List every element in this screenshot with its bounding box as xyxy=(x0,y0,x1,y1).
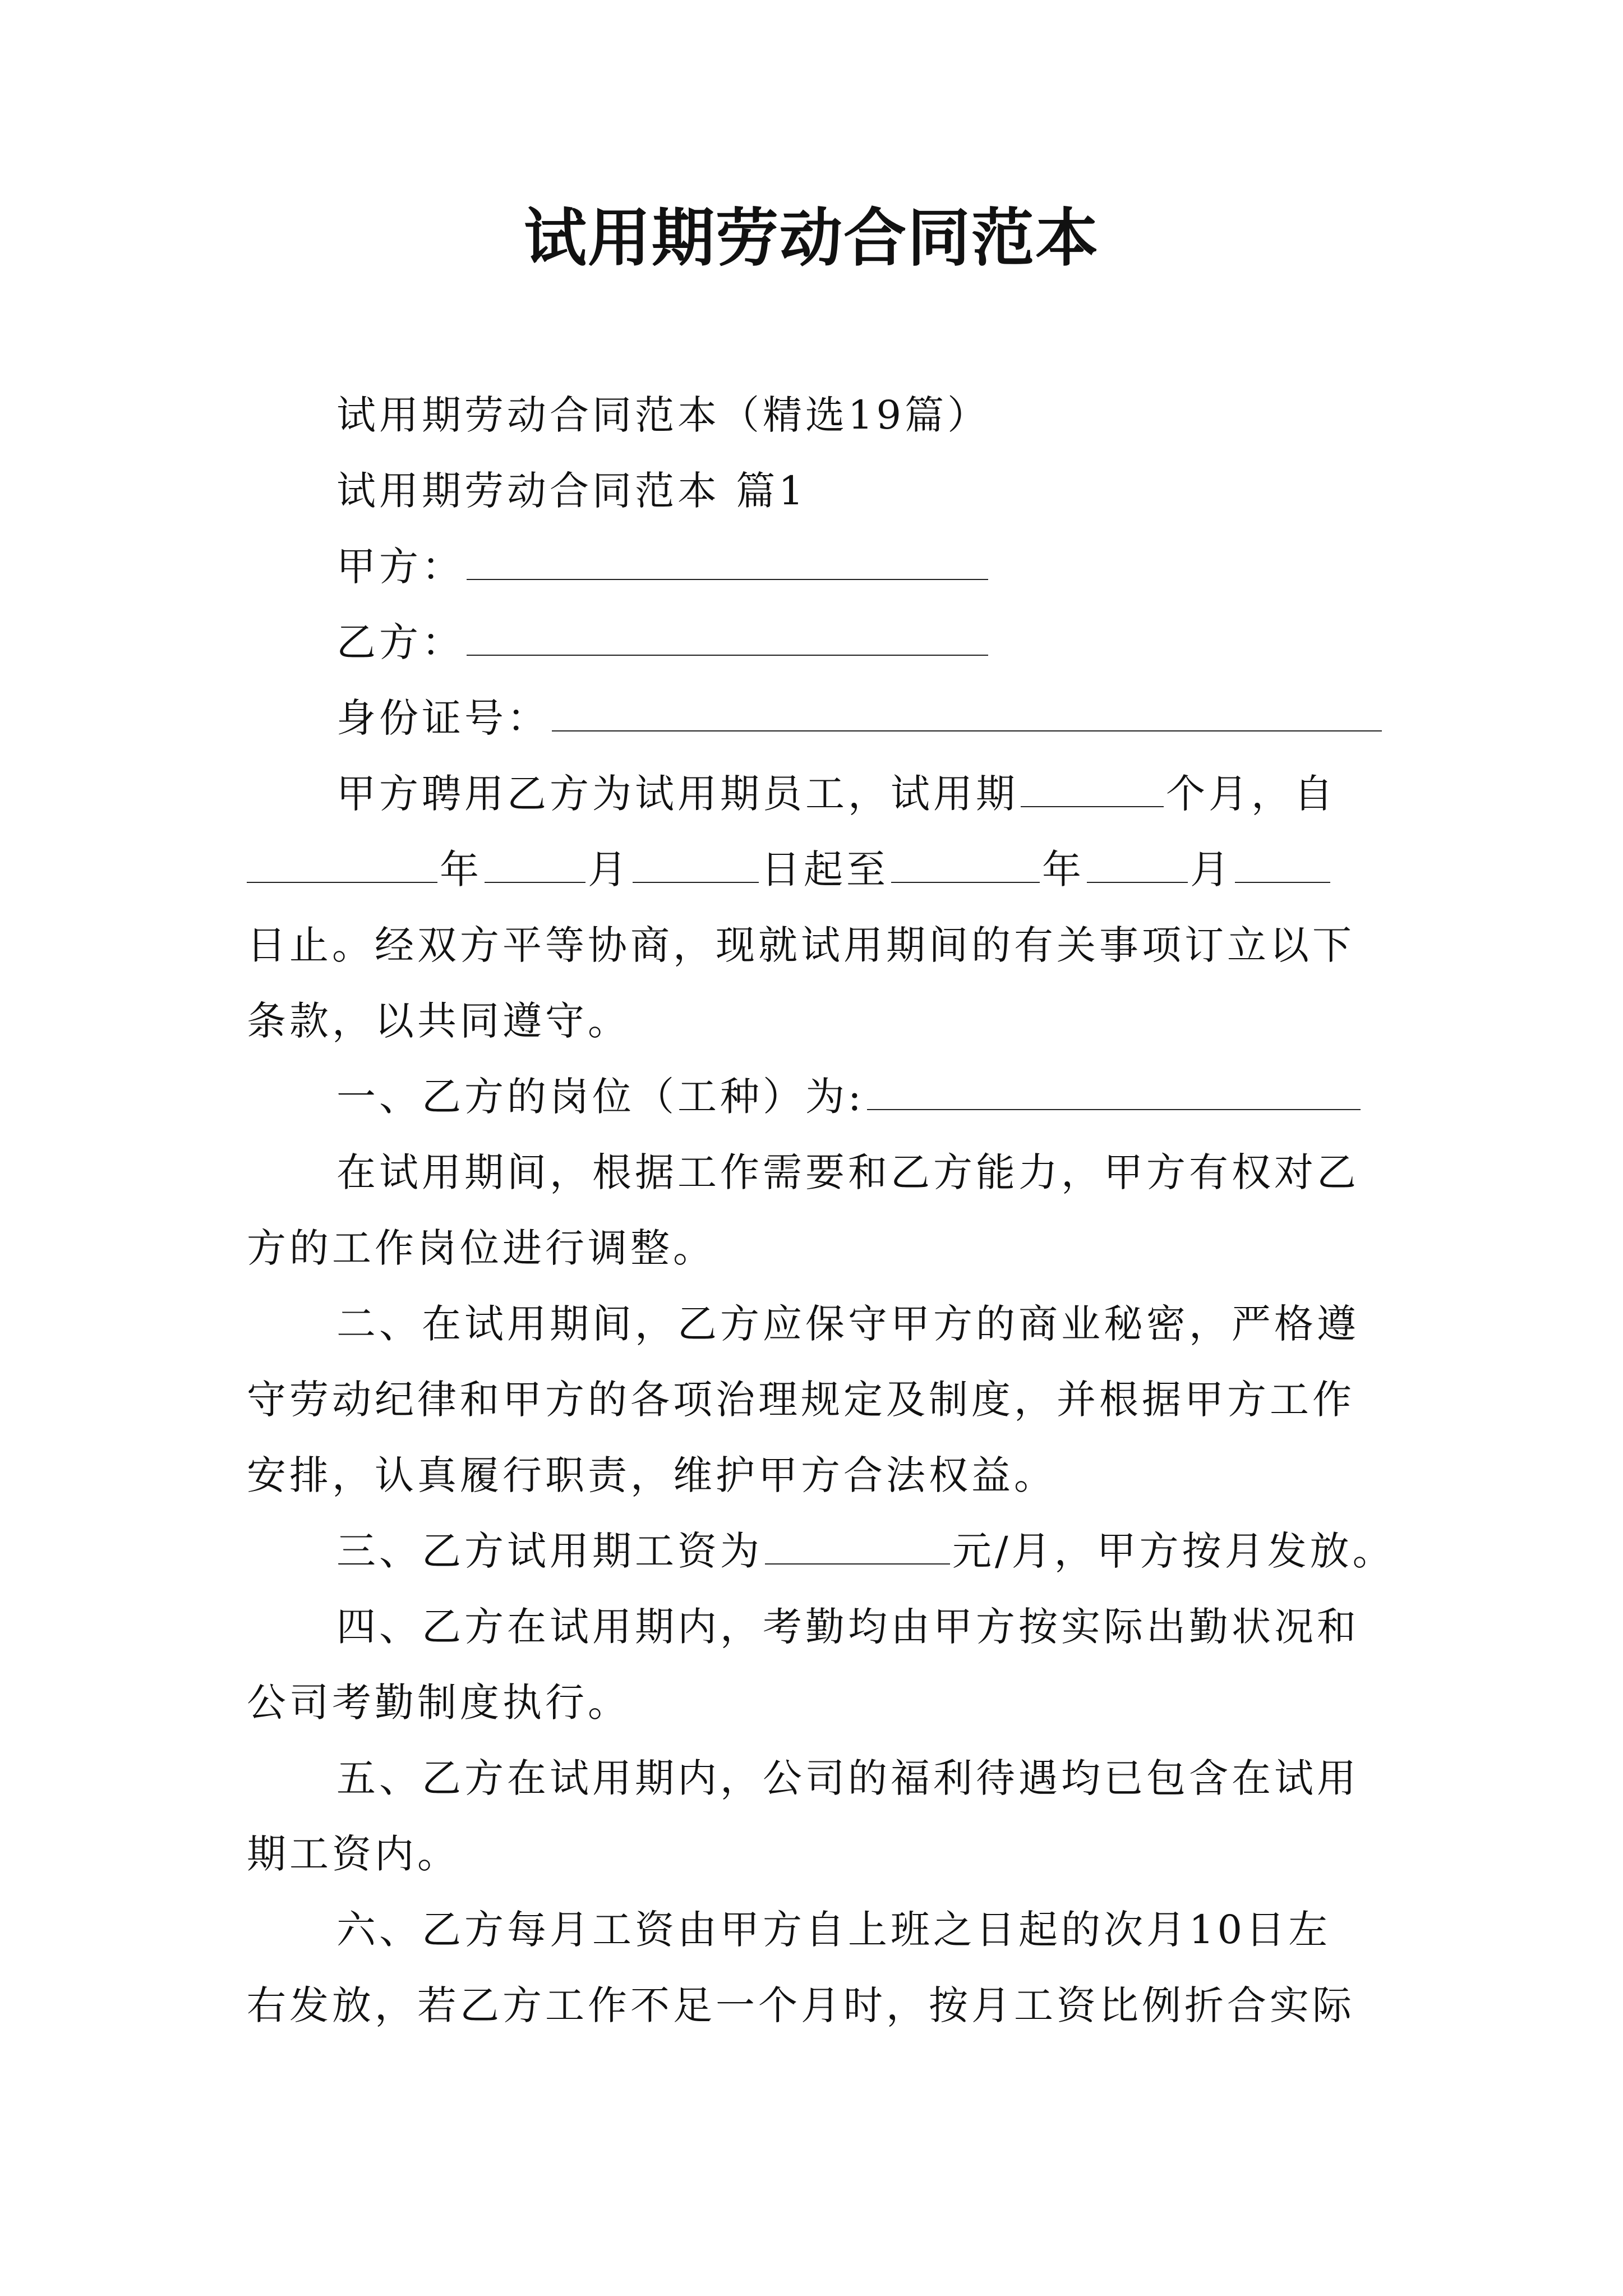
salary-blank[interactable] xyxy=(765,1524,950,1565)
id-number-blank[interactable] xyxy=(552,691,1382,731)
section-title: 试用期劳动合同范本 篇1 xyxy=(336,468,807,514)
start-year-label: 年 xyxy=(440,846,482,892)
id-number-label: 身份证号： xyxy=(336,695,550,741)
start-month-label: 月 xyxy=(588,846,630,892)
subtitle: 试用期劳动合同范本（精选19篇） xyxy=(336,392,990,438)
date-from-label: 日起至 xyxy=(761,846,889,892)
clause-5-line-1: 五、乙方在试用期内，公司的福利待遇均已包含在试用 xyxy=(336,1755,1359,1801)
start-year-blank[interactable] xyxy=(247,843,437,883)
position-blank[interactable] xyxy=(867,1070,1361,1110)
end-year-blank[interactable] xyxy=(891,843,1040,883)
end-month-blank[interactable] xyxy=(1087,843,1188,883)
clause-3-text-b: 元/月，甲方按月发放。 xyxy=(952,1528,1395,1574)
end-year-label: 年 xyxy=(1042,846,1085,892)
p1-text-a: 甲方聘用乙方为试用期员工，试用期 xyxy=(336,771,1018,817)
paragraph-1-line-3: 日止。经双方平等协商，现就试用期间的有关事项订立以下 xyxy=(247,922,1355,968)
clause-6-line-2: 右发放，若乙方工作不足一个月时，按月工资比例折合实际 xyxy=(247,1982,1355,2028)
clause-2-line-1: 二、在试用期间，乙方应保守甲方的商业秘密，严格遵 xyxy=(336,1301,1359,1347)
clause-4-line-1: 四、乙方在试用期内，考勤均由甲方按实际出勤状况和 xyxy=(336,1604,1359,1650)
paragraph-1-line-4: 条款，以共同遵守。 xyxy=(247,998,630,1044)
party-a-blank[interactable] xyxy=(467,540,988,580)
clause-4-line-2: 公司考勤制度执行。 xyxy=(247,1680,630,1726)
clause-2-line-2: 守劳动纪律和甲方的各项治理规定及制度，并根据甲方工作 xyxy=(247,1377,1355,1423)
start-day-blank[interactable] xyxy=(633,843,759,883)
id-number-line xyxy=(336,690,1391,746)
party-a-line xyxy=(336,539,1391,595)
party-b-blank[interactable] xyxy=(467,615,988,656)
end-month-label: 月 xyxy=(1190,846,1233,892)
clause-3-line xyxy=(336,1523,1395,1579)
p1-text-b: 个月，自 xyxy=(1166,771,1336,817)
party-a-label: 甲方： xyxy=(336,544,464,590)
start-month-blank[interactable] xyxy=(485,843,585,883)
clause-5-line-2: 期工资内。 xyxy=(247,1831,460,1877)
clause-2-line-3: 安排，认真履行职责，维护甲方合法权益。 xyxy=(247,1452,1057,1498)
clause-6-line-1: 六、乙方每月工资由甲方自上班之日起的次月10日左 xyxy=(336,1907,1331,1953)
clause-1-p-line-1: 在试用期间，根据工作需要和乙方能力，甲方有权对乙 xyxy=(336,1149,1359,1195)
document-title: 试用期劳动合同范本 xyxy=(524,201,1099,275)
months-blank[interactable] xyxy=(1021,767,1164,807)
paragraph-1-line-1 xyxy=(336,766,1391,822)
party-b-line xyxy=(336,614,1391,670)
party-b-label: 乙方： xyxy=(336,619,464,665)
clause-1-p-line-2: 方的工作岗位进行调整。 xyxy=(247,1225,716,1271)
clause-1-line xyxy=(336,1069,1391,1125)
clause-3-text-a: 三、乙方试用期工资为 xyxy=(336,1528,763,1574)
paragraph-1-line-2 xyxy=(247,841,1391,898)
end-day-blank[interactable] xyxy=(1235,843,1330,883)
clause-1-label: 一、乙方的岗位（工种）为: xyxy=(336,1074,865,1120)
